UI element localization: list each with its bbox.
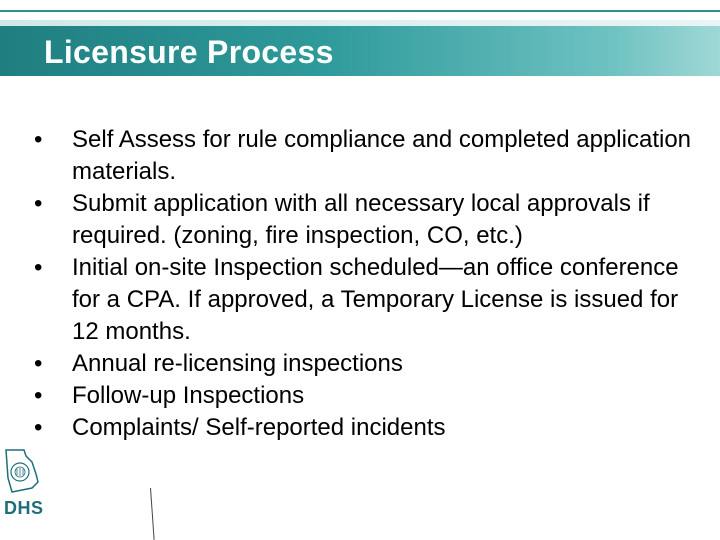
top-accent-line — [0, 10, 720, 12]
bullet-icon: • — [34, 382, 43, 409]
bullet-text: Self Assess for rule compliance and completed application materials. — [72, 126, 692, 185]
georgia-state-seal-icon — [2, 448, 42, 496]
bullet-icon: • — [34, 414, 43, 441]
list-item — [32, 380, 692, 412]
bullet-text: Initial on-site Inspection scheduled—an office conference for a CPA. If approved, a Temporary License is issued for 12 months. — [72, 254, 679, 345]
bullet-icon: • — [34, 254, 43, 281]
dhs-logo-text: DHS — [4, 498, 44, 518]
slide-title: Licensure Process — [44, 34, 334, 70]
bullet-icon: • — [34, 126, 43, 153]
list-item — [32, 348, 692, 380]
bullet-list — [32, 124, 692, 444]
bullet-icon: • — [34, 350, 43, 377]
list-item — [32, 412, 692, 444]
bullet-icon: • — [34, 190, 43, 217]
list-item — [32, 188, 692, 252]
bullet-text: Complaints/ Self-reported incidents — [72, 414, 446, 441]
bullet-text: Annual re-licensing inspections — [72, 350, 403, 377]
decorative-line — [150, 488, 155, 540]
list-item — [32, 252, 692, 348]
list-item — [32, 124, 692, 188]
bullet-text: Submit application with all necessary local approvals if required. (zoning, fire inspection, CO, etc.) — [72, 190, 650, 249]
bullet-text: Follow-up Inspections — [72, 382, 305, 409]
